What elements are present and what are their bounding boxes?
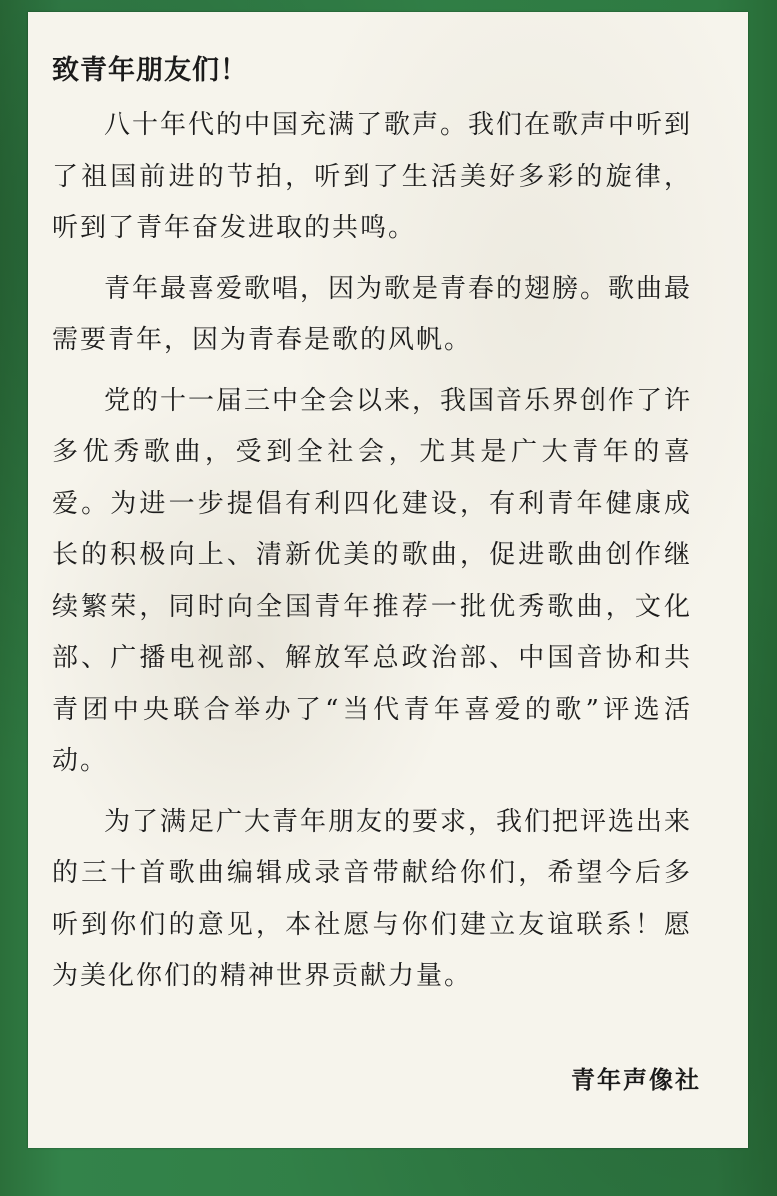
- publisher-signature: 青年声像社: [571, 1066, 701, 1094]
- paragraph-1: 八十年代的中国充满了歌声。我们在歌声中听到了祖国前进的节拍，听到了生活美好多彩的旋律，听到了青年奋发进取的共鸣。: [52, 110, 693, 243]
- paragraph-4: 为了满足广大青年朋友的要求，我们把评选出来的三十首歌曲编辑成录音带献给你们，希望今后多听到你们的意见，本社愿与你们建立友谊联系！愿为美化你们的精神世界贡献力量。: [52, 806, 693, 991]
- letter-title: 致青年朋友们！: [52, 55, 248, 86]
- letter-body: [52, 100, 692, 1012]
- paragraph-2: 青年最喜爱歌唱，因为歌是青春的翅膀。歌曲最需要青年，因为青春是歌的风帆。: [52, 273, 693, 355]
- paragraph-3: 党的十一届三中全会以来，我国音乐界创作了许多优秀歌曲，受到全社会，尤其是广大青年的喜爱。为进一步提倡有利四化建设，有利青年健康成长的积极向上、清新优美的歌曲，促进歌曲创作继续繁荣，同时向全国青年推荐一批优秀歌曲，文化部、广播电视部、解放军总政治部、中国音协和共青团中央联合举办了“当代青年喜爱的歌”评选活动。: [52, 385, 693, 776]
